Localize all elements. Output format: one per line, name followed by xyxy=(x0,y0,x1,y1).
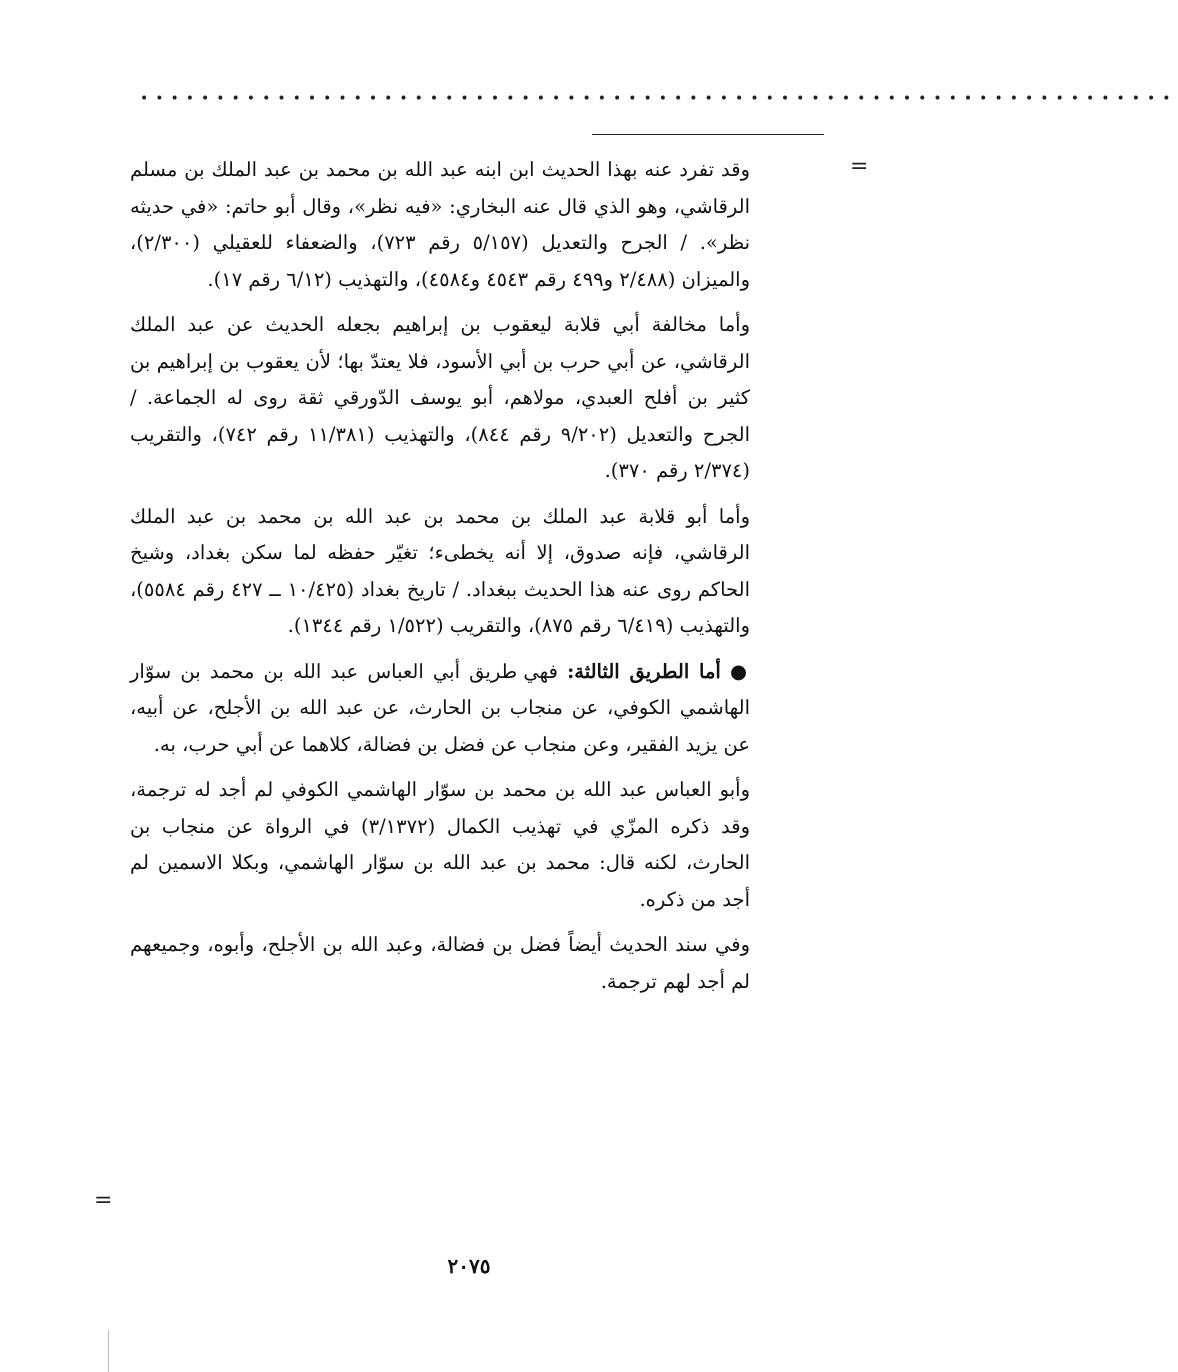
footnote-text xyxy=(130,152,750,1009)
section-text: فهي طريق أبي العباس عبد الله بن محمد بن سوّار الهاشمي الكوفي، عن منجاب بن الحارث، عن عبد الله بن الأجلح، عن أبيه، عن يزيد الفقير، وعن منجاب عن فضل بن فضالة، كلاهما عن أبي حرب، به. xyxy=(130,659,750,756)
page-number: ٢٠٧٥ xyxy=(447,1254,491,1278)
paragraph-6: وفي سند الحديث أيضاً فضل بن فضالة، وعبد الله بن الأجلح، وأبوه، وجميعهم لم أجد لهم ترجمة. xyxy=(130,933,750,993)
paragraph-5: وأبو العباس عبد الله بن محمد بن سوّار الهاشمي الكوفي لم أجد له ترجمة، وقد ذكره المزّي في تهذيب الكمال (٣/١٣٧٢) في الرواة عن منجاب بن الحارث، لكنه قال: محمد بن عبد الله بن سوّار الهاشمي، وبكلا الاسمين لم أجد من ذكره. xyxy=(130,778,750,911)
continuation-mark-top: = xyxy=(850,154,869,179)
page-edge-line xyxy=(108,1330,109,1372)
section-paragraph xyxy=(130,654,750,764)
paragraph-1: وقد تفرد عنه بهذا الحديث ابن ابنه عبد الله بن محمد بن عبد الملك بن مسلم الرقاشي، وهو الذي قال عنه البخاري: «فيه نظر»، وقال أبو حاتم: «في حديثه نظر». / الجرح والتعديل (٥/١٥٧ رقم ٧٢٣)، والضعفاء للعقيلي (٢/٣٠٠)، والميزان (٢/٤٨٨ و٤٩٩ رقم ٤٥٤٣ و٤٥٨٤)، والتهذيب (٦/١٢ رقم ١٧). xyxy=(130,158,751,291)
continuation-mark-bottom: = xyxy=(94,1188,113,1213)
paragraph-2: وأما مخالفة أبي قلابة ليعقوب بن إبراهيم بجعله الحديث عن عبد الملك الرقاشي، عن أبي حرب بن أبي الأسود، فلا يعتدّ بها؛ لأن يعقوب بن إبراهيم بن كثير بن أفلح العبدي، مولاهم، أبو يوسف الدّورقي ثقة روى له الجماعة. / الجرح والتعديل (٩/٢٠٢ رقم ٨٤٤)، والتهذيب (١١/٣٨١ رقم ٧٤٢)، والتقريب (٢/٣٧٤ رقم ٣٧٠). xyxy=(130,313,751,482)
bullet-icon: ● xyxy=(730,659,750,683)
section-heading: أما الطريق الثالثة: xyxy=(567,659,721,683)
paragraph-3: وأما أبو قلابة عبد الملك بن محمد بن عبد الله بن محمد بن عبد الملك الرقاشي، فإنه صدوق، إلا أنه يخطىء؛ تغيّر حفظه لما سكن بغداد، وشيخ الحاكم روى عنه هذا الحديث ببغداد. / تاريخ بغداد (١٠/٤٢٥ ــ ٤٢٧ رقم ٥٥٨٤)، والتهذيب (٦/٤١٩ رقم ٨٧٥)، والتقريب (١/٥٢٢ رقم ١٣٤٤). xyxy=(130,504,750,637)
footnote-rule xyxy=(592,134,824,135)
dotted-separator: •••••••••••••••••••••••••••••••••••••••••••••••••••••••••••••••••••• xyxy=(140,91,1178,107)
